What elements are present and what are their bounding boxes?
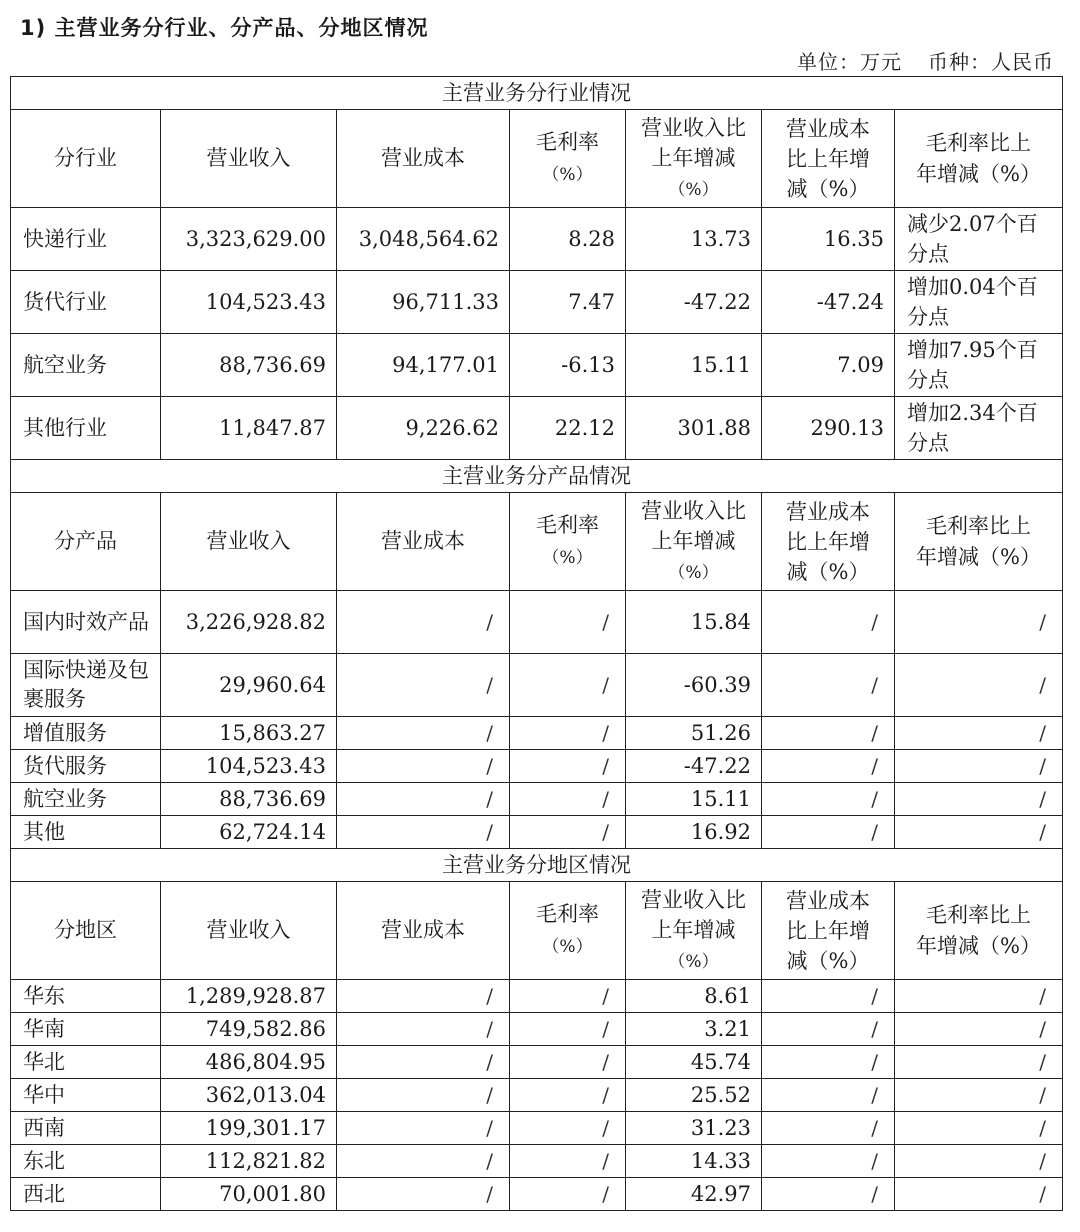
cost-change-cell: -47.24 [762, 271, 895, 334]
cost-change-cell: / [762, 1145, 895, 1178]
cost-cell: / [337, 1112, 510, 1145]
header-revenue-change: 营业收入比 上年增减 （%） [626, 493, 762, 591]
revenue-change-cell: -47.22 [626, 750, 762, 783]
cost-change-cell: 290.13 [762, 397, 895, 460]
revenue-cell: 104,523.43 [161, 271, 337, 334]
revenue-change-cell: 3.21 [626, 1013, 762, 1046]
cost-cell: 3,048,564.62 [337, 208, 510, 271]
revenue-cell: 15,863.27 [161, 717, 337, 750]
table-row [11, 397, 1063, 460]
cost-change-cell: / [762, 1112, 895, 1145]
header-margin-change: 毛利率比上 年增减（%） [895, 493, 1063, 591]
cost-cell: 9,226.62 [337, 397, 510, 460]
revenue-cell: 1,289,928.87 [161, 980, 337, 1013]
margin-cell: -6.13 [510, 334, 626, 397]
margin-cell: / [510, 816, 626, 849]
cost-change-cell: / [762, 717, 895, 750]
revenue-cell: 11,847.87 [161, 397, 337, 460]
main-business-table [10, 76, 1063, 1211]
margin-change-cell: 增加0.04个百分点 [895, 271, 1063, 334]
revenue-cell: 486,804.95 [161, 1046, 337, 1079]
revenue-change-cell: 15.11 [626, 334, 762, 397]
margin-change-cell: / [895, 816, 1063, 849]
cost-change-cell: / [762, 1079, 895, 1112]
header-revenue: 营业收入 [161, 882, 337, 980]
cost-change-cell: / [762, 591, 895, 654]
cost-cell: / [337, 980, 510, 1013]
cost-cell: / [337, 816, 510, 849]
region-header-row [11, 882, 1063, 980]
margin-cell: / [510, 654, 626, 717]
revenue-change-cell: 16.92 [626, 816, 762, 849]
header-segment: 分行业 [11, 110, 161, 208]
revenue-change-cell: 45.74 [626, 1046, 762, 1079]
margin-cell: / [510, 1178, 626, 1211]
cost-change-cell: / [762, 750, 895, 783]
revenue-change-cell: 13.73 [626, 208, 762, 271]
table-row [11, 717, 1063, 750]
currency-label: 币种：人民币 [928, 50, 1054, 74]
cost-cell: / [337, 1079, 510, 1112]
row-label: 华东 [11, 980, 161, 1013]
cost-change-cell: / [762, 1046, 895, 1079]
revenue-cell: 88,736.69 [161, 334, 337, 397]
margin-change-cell: / [895, 783, 1063, 816]
margin-change-cell: / [895, 980, 1063, 1013]
row-label: 航空业务 [11, 334, 161, 397]
cost-cell: / [337, 654, 510, 717]
margin-change-cell: / [895, 1046, 1063, 1079]
table-row [11, 1046, 1063, 1079]
margin-cell: 22.12 [510, 397, 626, 460]
revenue-change-cell: 8.61 [626, 980, 762, 1013]
row-label: 华北 [11, 1046, 161, 1079]
cost-cell: / [337, 1178, 510, 1211]
product-section-row [11, 460, 1063, 493]
header-cost-change: 营业成本 比上年增 减（%） [762, 493, 895, 591]
table-row [11, 1013, 1063, 1046]
table-row [11, 1112, 1063, 1145]
margin-change-cell: / [895, 717, 1063, 750]
table-row [11, 271, 1063, 334]
unit-note [771, 46, 1054, 75]
revenue-cell: 62,724.14 [161, 816, 337, 849]
table-row [11, 334, 1063, 397]
revenue-cell: 112,821.82 [161, 1145, 337, 1178]
revenue-change-cell: 42.97 [626, 1178, 762, 1211]
margin-cell: / [510, 783, 626, 816]
row-label: 其他行业 [11, 397, 161, 460]
cost-cell: / [337, 1046, 510, 1079]
table-row [11, 1178, 1063, 1211]
revenue-change-cell: -47.22 [626, 271, 762, 334]
row-label: 货代服务 [11, 750, 161, 783]
revenue-cell: 29,960.64 [161, 654, 337, 717]
revenue-change-cell: 15.84 [626, 591, 762, 654]
row-label: 增值服务 [11, 717, 161, 750]
table-row [11, 1145, 1063, 1178]
margin-change-cell: / [895, 1145, 1063, 1178]
margin-cell: / [510, 717, 626, 750]
header-revenue: 营业收入 [161, 493, 337, 591]
revenue-cell: 3,226,928.82 [161, 591, 337, 654]
header-cost-change: 营业成本 比上年增 减（%） [762, 882, 895, 980]
header-margin: 毛利率 （%） [510, 110, 626, 208]
margin-change-cell: / [895, 654, 1063, 717]
header-cost: 营业成本 [337, 110, 510, 208]
header-margin-change: 毛利率比上 年增减（%） [895, 882, 1063, 980]
margin-change-cell: / [895, 1178, 1063, 1211]
margin-cell: / [510, 1112, 626, 1145]
margin-cell: / [510, 591, 626, 654]
revenue-cell: 749,582.86 [161, 1013, 337, 1046]
revenue-cell: 70,001.80 [161, 1178, 337, 1211]
row-label: 东北 [11, 1145, 161, 1178]
table-row [11, 816, 1063, 849]
table-row [11, 654, 1063, 717]
table-row [11, 750, 1063, 783]
header-segment: 分产品 [11, 493, 161, 591]
margin-cell: / [510, 750, 626, 783]
cost-cell: / [337, 1145, 510, 1178]
table-row [11, 980, 1063, 1013]
margin-change-cell: 增加7.95个百分点 [895, 334, 1063, 397]
margin-change-cell: / [895, 591, 1063, 654]
cost-change-cell: / [762, 1013, 895, 1046]
product-header-row [11, 493, 1063, 591]
margin-change-cell: / [895, 1079, 1063, 1112]
region-section-title: 主营业务分地区情况 [11, 849, 1063, 882]
cost-cell: / [337, 591, 510, 654]
margin-change-cell: 减少2.07个百分点 [895, 208, 1063, 271]
margin-change-cell: / [895, 1013, 1063, 1046]
table-row [11, 1079, 1063, 1112]
margin-cell: / [510, 1079, 626, 1112]
industry-section-title: 主营业务分行业情况 [11, 77, 1063, 110]
margin-change-cell: 增加2.34个百分点 [895, 397, 1063, 460]
margin-change-cell: / [895, 750, 1063, 783]
cost-cell: 94,177.01 [337, 334, 510, 397]
row-label: 货代行业 [11, 271, 161, 334]
margin-cell: / [510, 1046, 626, 1079]
header-margin: 毛利率 （%） [510, 493, 626, 591]
header-cost: 营业成本 [337, 882, 510, 980]
table-row [11, 208, 1063, 271]
revenue-change-cell: 15.11 [626, 783, 762, 816]
section-heading: 1) 主营业务分行业、分产品、分地区情况 [20, 16, 429, 40]
table-row [11, 591, 1063, 654]
revenue-change-cell: 25.52 [626, 1079, 762, 1112]
revenue-cell: 199,301.17 [161, 1112, 337, 1145]
cost-cell: / [337, 717, 510, 750]
cost-change-cell: / [762, 654, 895, 717]
revenue-cell: 88,736.69 [161, 783, 337, 816]
revenue-cell: 3,323,629.00 [161, 208, 337, 271]
row-label: 国际快递及包裹服务 [11, 654, 161, 717]
cost-change-cell: 7.09 [762, 334, 895, 397]
revenue-change-cell: 51.26 [626, 717, 762, 750]
row-label: 航空业务 [11, 783, 161, 816]
cost-cell: 96,711.33 [337, 271, 510, 334]
header-margin: 毛利率 （%） [510, 882, 626, 980]
header-revenue: 营业收入 [161, 110, 337, 208]
industry-section-row [11, 77, 1063, 110]
region-section-row [11, 849, 1063, 882]
margin-cell: / [510, 1013, 626, 1046]
cost-change-cell: / [762, 783, 895, 816]
product-section-title: 主营业务分产品情况 [11, 460, 1063, 493]
header-revenue-change: 营业收入比 上年增减 （%） [626, 110, 762, 208]
row-label: 华中 [11, 1079, 161, 1112]
row-label: 国内时效产品 [11, 591, 161, 654]
header-cost: 营业成本 [337, 493, 510, 591]
industry-header-row [11, 110, 1063, 208]
revenue-change-cell: 301.88 [626, 397, 762, 460]
revenue-cell: 362,013.04 [161, 1079, 337, 1112]
header-segment: 分地区 [11, 882, 161, 980]
cost-cell: / [337, 1013, 510, 1046]
revenue-change-cell: 14.33 [626, 1145, 762, 1178]
cost-change-cell: / [762, 980, 895, 1013]
margin-cell: / [510, 1145, 626, 1178]
row-label: 西北 [11, 1178, 161, 1211]
cost-cell: / [337, 783, 510, 816]
row-label: 西南 [11, 1112, 161, 1145]
margin-cell: 8.28 [510, 208, 626, 271]
revenue-cell: 104,523.43 [161, 750, 337, 783]
cost-change-cell: / [762, 1178, 895, 1211]
revenue-change-cell: 31.23 [626, 1112, 762, 1145]
row-label: 快递行业 [11, 208, 161, 271]
header-cost-change: 营业成本 比上年增 减（%） [762, 110, 895, 208]
margin-change-cell: / [895, 1112, 1063, 1145]
cost-change-cell: 16.35 [762, 208, 895, 271]
header-revenue-change: 营业收入比 上年增减 （%） [626, 882, 762, 980]
revenue-change-cell: -60.39 [626, 654, 762, 717]
row-label: 华南 [11, 1013, 161, 1046]
row-label: 其他 [11, 816, 161, 849]
cost-cell: / [337, 750, 510, 783]
header-margin-change: 毛利率比上 年增减（%） [895, 110, 1063, 208]
cost-change-cell: / [762, 816, 895, 849]
unit-label: 单位：万元 [797, 50, 902, 74]
margin-cell: / [510, 980, 626, 1013]
margin-cell: 7.47 [510, 271, 626, 334]
table-row [11, 783, 1063, 816]
